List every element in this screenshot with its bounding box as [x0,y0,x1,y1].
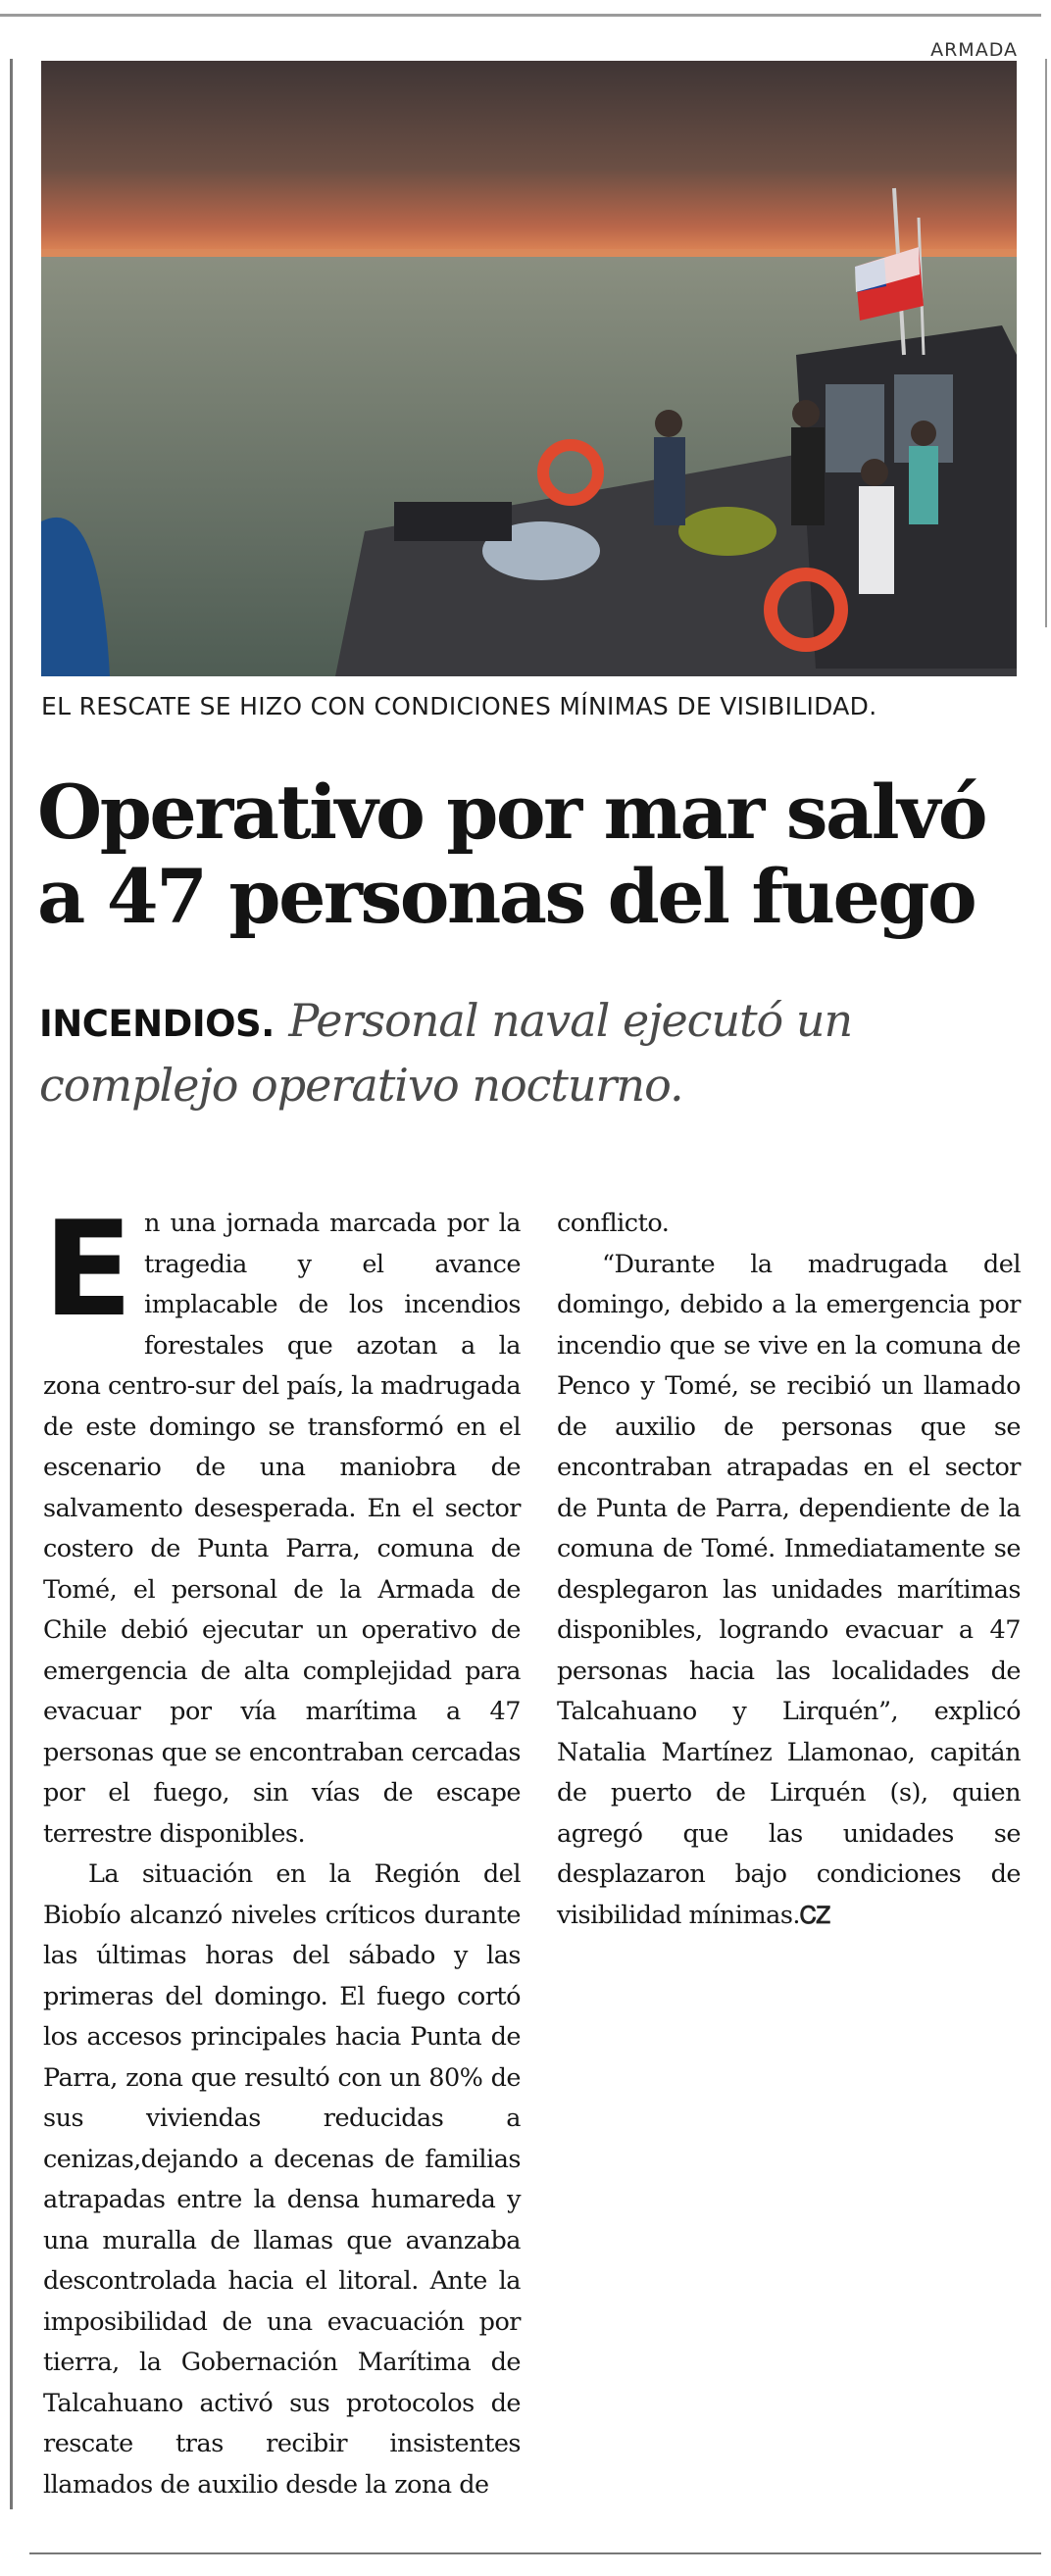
paragraph-3 [557,1245,1021,1937]
horizon-glow [41,249,1017,257]
headline: Operativo por mar salvó a 47 personas del fuego [37,768,986,940]
left-column-rule [10,59,13,2509]
article-column-left [43,1193,522,2505]
end-mark: ᏟᏃ [800,1901,831,1929]
right-column-rule [1045,59,1047,627]
rescue-boat-illustration [41,61,1017,676]
top-rule [0,14,1041,17]
person-evacuated [859,486,894,594]
subheadline: Personal naval ejecutó un complejo operativo nocturno. [39,994,853,1112]
section-kicker: INCENDIOS. [39,1003,275,1045]
gear-bag [678,507,776,556]
crew-member [791,427,825,525]
bottom-rule [29,2552,1041,2554]
paragraph-2-continued: conflicto. [557,1209,670,1238]
paragraph-2: La situación en la Región del Biobío alcanzó niveles críticos durante las últimas horas del sábado y las primeras del domingo. El fuego cortó los accesos principales hacia Punta de Parra, zona que resultó con un 80% de sus viviendas reducidas a cenizas,dejando a decenas de familias atrapadas entre la densa humareda y una muralla de llamas que avanzaba descontrolada hacia el litoral. Ante la imposibilidad de una evacuación por tierra, la Gobernación Marítima de Talcahuano activó sus protocolos de rescate tras recibir insistentes llamados de auxilio desde la zona de [43,1859,521,2500]
crew-member [654,437,685,525]
dinghy [394,502,512,541]
paragraph-1-text: n una jornada marcada por la tragedia y el avance implacable de los incendios forestales que azotan a la zona centro-sur del país, la madrugada de este domingo se transformó en el escenario de una maniobra de salvamento desesperada. En el sector costero de Punta Parra, comuna de Tomé, el personal de la Armada de Chile debió ejecutar un operativo de emergencia de alta complejidad para evacuar por vía marítima a 47 personas que se encontraban cercadas por el fuego, sin vías de escape terrestre disponibles. [43,1209,522,1849]
person-evacuated [909,446,938,524]
photo-credit: ARMADA [930,39,1018,61]
rescue-photo [41,61,1017,676]
deck [39,990,1020,1115]
article-column-right [557,1204,1021,1936]
paragraph-1 [43,1193,522,1855]
paragraph-3-text: “Durante la madrugada del domingo, debido a la emergencia por incendio que se vive en la comuna de Penco y Tomé, se recibió un llamado de auxilio de personas que se encontraban atrapadas en el sector de Punta de Parra, dependiente de la comuna de Tomé. Inmediatamente se desplegaron las unidades marítimas disponibles, logrando evacuar a 47 personas hacia las localidades de Talcahuano y Lirquén”, explicó Natalia Martínez Llamonao, capitán de puerto de Lirquén (s), quien agregó que las unidades se desplazaron bajo condiciones de visibilidad mínimas. [557,1249,1021,1930]
photo-caption: EL RESCATE SE HIZO CON CONDICIONES MÍNIMAS DE VISIBILIDAD. [41,692,877,720]
smoke-sky [41,61,1017,257]
drop-cap: E [43,1193,133,1346]
